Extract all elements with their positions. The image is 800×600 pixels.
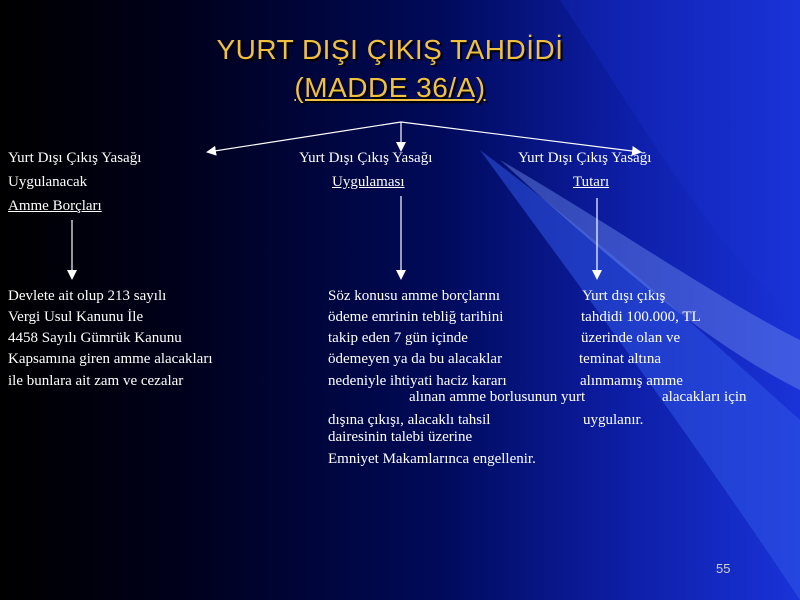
left-detail-line: Kapsamına giren amme alacakları (8, 351, 213, 367)
middle-detail-line: alınan amme borlusunun yurt (409, 389, 586, 405)
left-header-line: Yurt Dışı Çıkış Yasağı (8, 150, 142, 166)
right-detail-line: teminat altına (579, 351, 662, 367)
middle-detail-line: Emniyet Makamlarınca engellenir. (328, 451, 536, 467)
right-header-line: Tutarı (573, 174, 610, 190)
right-detail-line: uygulanır. (583, 412, 644, 428)
middle-detail-line: Söz konusu amme borçlarını (328, 288, 501, 304)
arrow-to-right-header (401, 122, 640, 152)
middle-header-line: Yurt Dışı Çıkış Yasağı (299, 150, 433, 166)
right-detail-line: Yurt dışı çıkış (582, 288, 666, 304)
left-header-line: Uygulanacak (8, 174, 88, 190)
slide-title: YURT DIŞI ÇIKIŞ TAHDİDİ (216, 34, 564, 65)
left-detail-line: ile bunlara ait zam ve cezalar (8, 373, 184, 389)
middle-detail-line: ödeme emrinin tebliğ tarihini (328, 309, 504, 325)
middle-detail-line: dışına çıkışı, alacaklı tahsil (328, 412, 491, 428)
left-detail-line: 4458 Sayılı Gümrük Kanunu (8, 330, 182, 346)
slide-subtitle: (MADDE 36/A) (294, 72, 486, 103)
right-detail-line: tahdidi 100.000, TL (581, 309, 701, 325)
right-header-line: Yurt Dışı Çıkış Yasağı (518, 150, 652, 166)
middle-detail-line: dairesinin talebi üzerine (328, 429, 473, 445)
middle-detail-line: nedeniyle ihtiyati haciz kararı (328, 373, 507, 389)
left-detail-line: Devlete ait olup 213 sayılı (8, 288, 167, 304)
right-detail-line: alacakları için (662, 389, 747, 405)
arrow-to-left-header (208, 122, 401, 152)
right-detail-line: üzerinde olan ve (581, 330, 681, 346)
right-detail-line: alınmamış amme (580, 373, 683, 389)
middle-detail-line: takip eden 7 gün içinde (328, 330, 468, 346)
left-detail-line: Vergi Usul Kanunu İle (8, 309, 144, 325)
middle-detail-line: ödemeyen ya da bu alacaklar (328, 351, 503, 367)
middle-header-line: Uygulaması (332, 174, 405, 190)
page-number: 55 (716, 561, 731, 576)
left-header-line: Amme Borçları (8, 198, 102, 214)
